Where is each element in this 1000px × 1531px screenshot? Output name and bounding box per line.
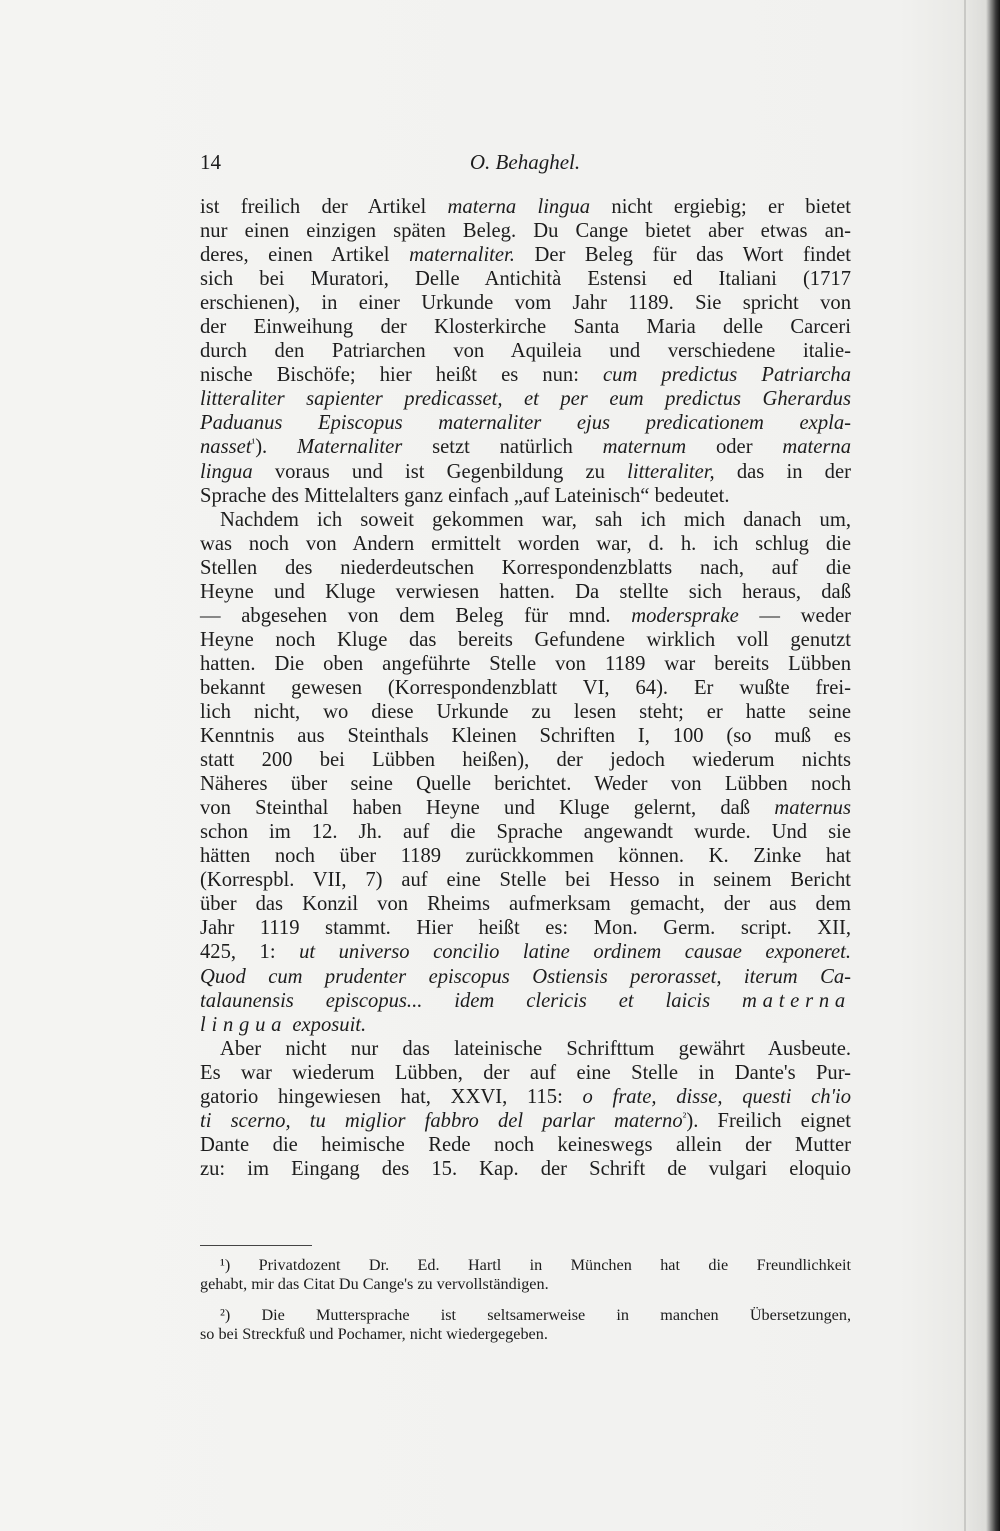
page-edge-shadow — [986, 0, 1000, 1531]
text-segment: zu: im Eingang des 15. Kap. der Schrift de vulgari eloquio — [200, 1157, 851, 1180]
text-line — [200, 460, 851, 484]
text-line — [200, 508, 851, 532]
text-line — [200, 484, 851, 508]
text-line — [200, 700, 851, 724]
text-line — [200, 1013, 851, 1037]
text-segment: Kenntnis aus Steinthals Kleinen Schriften I, 100 (so muß es — [200, 725, 851, 748]
text-segment: Der Beleg für das Wort findet — [514, 244, 851, 267]
text-line — [200, 195, 851, 219]
text-segment: hatten. Die oben angeführte Stelle von 1189 war bereits Lübben — [200, 652, 851, 675]
text-line — [200, 435, 851, 459]
footnote-line: gehabt, mir das Citat Du Cange's zu vervollständigen. — [200, 1275, 549, 1293]
text-segment: das in der — [714, 460, 851, 483]
main-text — [200, 195, 851, 1181]
text-line — [200, 1061, 851, 1085]
footnotes — [200, 1256, 851, 1344]
text-line — [200, 796, 851, 820]
running-head: O. Behaghel. — [469, 150, 581, 174]
footnote-separator — [200, 1245, 312, 1246]
text-segment: sich bei Muratori, Delle Antichità Estensi ed Italiani (1717 — [200, 268, 851, 291]
text-segment: ). Freilich eignet — [686, 1109, 851, 1132]
text-line — [200, 1109, 851, 1133]
text-segment: schon im 12. Jh. auf die Sprache angewandt wurde. Und sie — [200, 821, 851, 844]
page-number: 14 — [200, 150, 221, 174]
text-segment: nur einen einzigen späten Beleg. Du Cange bietet aber etwas an- — [200, 220, 851, 243]
text-segment: gatorio hingewiesen hat, XXVI, 115: — [200, 1085, 583, 1108]
text-segment: Nachdem ich soweit gekommen war, sah ich mich danach um, — [220, 508, 851, 531]
italic-text: litteraliter sapienter predicasset, et per eum predictus Gherardus — [200, 388, 851, 411]
text-segment: bekannt gewesen (Korrespondenzblatt VI, 64). Er wußte frei- — [200, 676, 851, 699]
text-segment: Es war wiederum Lübben, der auf eine Stelle in Dante's Pur- — [200, 1061, 851, 1084]
italic-text: o frate, disse, questi ch'io — [582, 1085, 851, 1108]
italic-text: materna lingua — [447, 196, 591, 218]
italic-text: ut universo concilio latine ordinem causae exponeret. — [299, 941, 851, 964]
footnote-line: ²) Die Muttersprache ist seltsamerweise in manchen Übersetzungen, — [220, 1306, 851, 1324]
text-line — [200, 532, 851, 556]
footnote-line: so bei Streckfuß und Pochamer, nicht wiedergegeben. — [200, 1325, 548, 1343]
italic-text: litteraliter, — [627, 460, 715, 483]
text-segment: voraus und ist Gegenbildung zu — [252, 460, 628, 483]
italic-text: modersprake — [631, 604, 739, 627]
italic-text: nasset — [200, 436, 252, 459]
text-line — [200, 820, 851, 844]
footnote-ref: ¹ — [251, 436, 256, 451]
text-segment: ist freilich der Artikel — [200, 196, 448, 218]
italic-text: maternus — [774, 797, 851, 820]
text-line — [200, 940, 851, 964]
text-line — [200, 339, 851, 363]
text-segment: setzt natürlich — [402, 436, 603, 459]
italic-text: Maternaliter — [297, 436, 403, 459]
text-line — [200, 965, 851, 989]
italic-text: maternaliter. — [409, 244, 515, 267]
italic-text: materna — [782, 436, 852, 459]
text-segment: — abgesehen von dem Beleg für mnd. — [200, 604, 632, 627]
text-line — [200, 291, 851, 315]
text-line — [200, 219, 851, 243]
text-segment: Dante die heimische Rede noch keineswegs allein der Mutter — [200, 1133, 851, 1156]
text-line — [200, 556, 851, 580]
italic-text: Paduanus Episcopus maternaliter ejus predicationem expla- — [200, 412, 851, 435]
text-line — [200, 267, 851, 291]
text-line — [200, 989, 851, 1013]
italic-text: talaunensis episcopus... idem clericis et laicis — [200, 989, 742, 1012]
text-segment: Aber nicht nur das lateinische Schrifttum gewährt Ausbeute. — [220, 1037, 851, 1060]
text-line — [200, 411, 851, 435]
text-segment: durch den Patriarchen von Aquileia und verschiedene italie- — [200, 340, 851, 363]
text-line — [200, 1037, 851, 1061]
text-line — [200, 628, 851, 652]
text-line — [200, 315, 851, 339]
text-line — [200, 363, 851, 387]
text-segment: ). — [255, 436, 298, 459]
text-line — [200, 844, 851, 868]
footnote-line: ¹) Privatdozent Dr. Ed. Hartl in München hat die Freundlichkeit — [220, 1256, 851, 1274]
text-segment: 425, 1: — [200, 941, 300, 964]
italic-text: materna — [741, 989, 851, 1012]
text-line — [200, 868, 851, 892]
text-line — [200, 387, 851, 411]
text-segment: über das Konzil von Rheims aufmerksam gemacht, der aus dem — [200, 893, 851, 916]
text-segment: Heyne noch Kluge das bereits Gefundene wirklich voll genutzt — [200, 628, 851, 651]
italic-text: cum predictus Patriarcha — [603, 364, 851, 387]
text-segment: der Einweihung der Klosterkirche Santa Maria delle Carceri — [200, 316, 851, 339]
text-line — [200, 916, 851, 940]
text-line — [200, 748, 851, 772]
text-segment: was noch von Andern ermittelt worden war, d. h. ich schlug die — [200, 532, 851, 555]
text-line — [200, 1133, 851, 1157]
text-line — [200, 676, 851, 700]
text-segment: oder — [686, 436, 783, 459]
text-line — [200, 1085, 851, 1109]
text-segment: Heyne und Kluge verwiesen hatten. Da stellte sich heraus, daß — [200, 580, 851, 603]
text-line — [200, 243, 851, 267]
italic-text: Quod cum prudenter episcopus Ostiensis perorasset, iterum Ca- — [200, 965, 851, 988]
text-segment: erschienen), in einer Urkunde vom Jahr 1189. Sie spricht von — [200, 292, 851, 315]
text-segment: von Steinthal haben Heyne und Kluge gelernt, daß — [200, 797, 775, 820]
italic-text: maternum — [602, 436, 687, 459]
text-segment: Sprache des Mittelalters ganz einfach „auf Lateinisch“ bedeutet. — [200, 484, 730, 507]
text-segment: deres, einen Artikel — [200, 244, 410, 267]
text-line — [200, 1157, 851, 1181]
text-segment: lich nicht, wo diese Urkunde zu lesen steht; er hatte seine — [200, 700, 851, 723]
text-segment: — weder — [738, 604, 851, 627]
page-header — [200, 150, 850, 180]
text-segment: hätten noch über 1189 zurückkommen können. K. Zinke hat — [200, 845, 851, 868]
italic-text: lingua — [200, 460, 253, 483]
page-fold-line — [964, 0, 966, 1531]
text-segment: Näheres über seine Quelle berichtet. Weder von Lübben noch — [200, 773, 851, 796]
italic-text: lingua — [200, 1013, 288, 1036]
text-segment: statt 200 bei Lübben heißen), der jedoch wiederum nichts — [200, 749, 851, 772]
text-line — [200, 580, 851, 604]
text-segment: nicht ergiebig; er bietet — [590, 196, 851, 218]
italic-text: ti scerno, tu miglior fabbro del parlar materno — [200, 1109, 683, 1132]
text-line — [200, 892, 851, 916]
text-line — [200, 724, 851, 748]
text-line — [200, 652, 851, 676]
text-line — [200, 772, 851, 796]
footnote-ref: ² — [682, 1109, 687, 1124]
text-segment: Stellen des niederdeutschen Korrespondenzblatts nach, auf die — [200, 556, 851, 579]
text-segment: nische Bischöfe; hier heißt es nun: — [200, 364, 604, 387]
text-segment: (Korrespbl. VII, 7) auf eine Stelle bei Hesso in seinem Bericht — [200, 869, 851, 892]
text-segment: Jahr 1119 stammt. Hier heißt es: Mon. Germ. script. XII, — [200, 917, 851, 940]
text-line — [200, 604, 851, 628]
italic-text: exposuit. — [287, 1013, 367, 1036]
